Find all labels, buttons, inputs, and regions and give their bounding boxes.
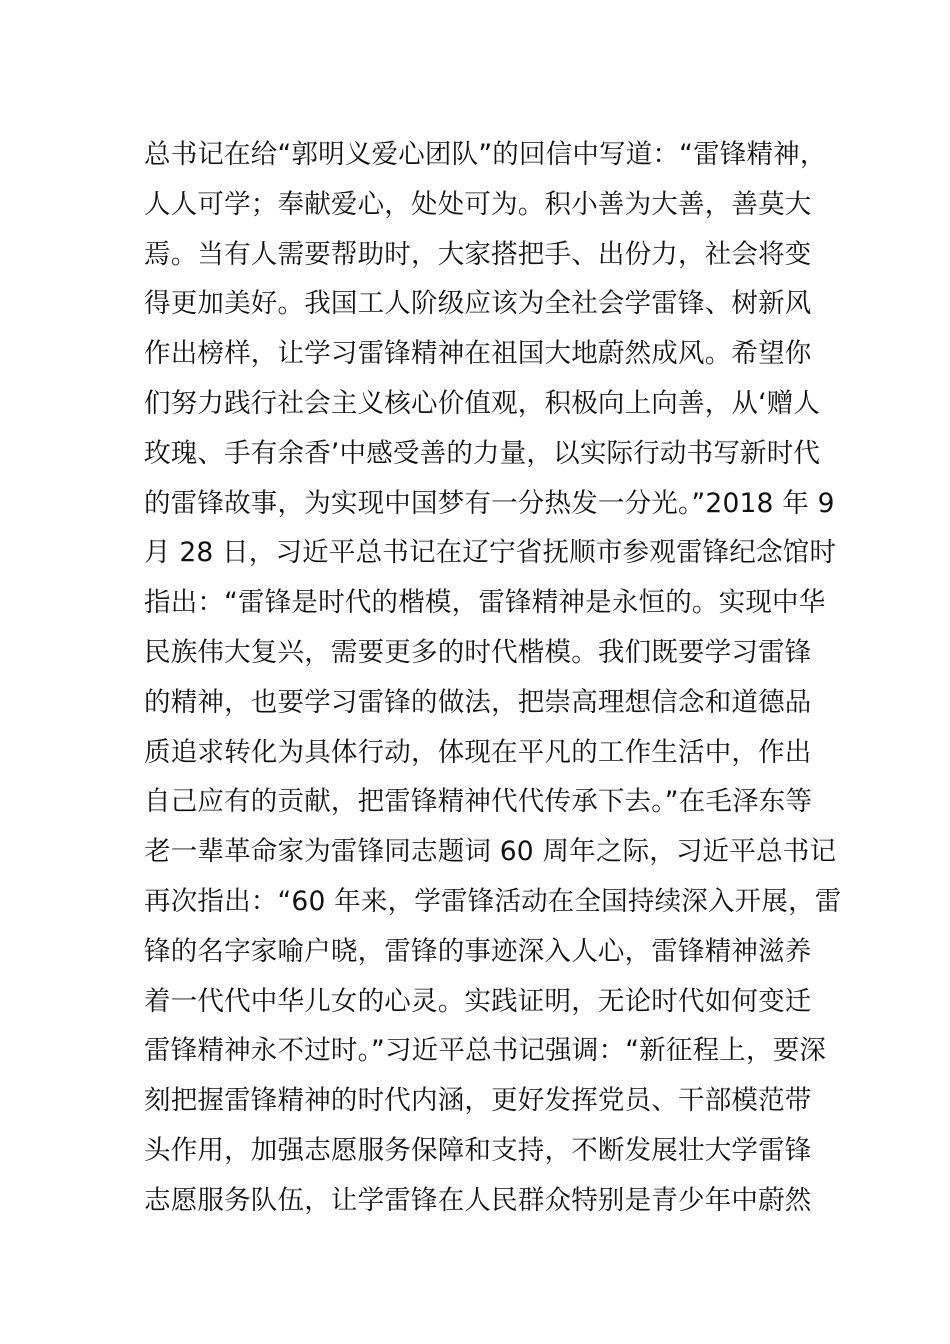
text-line: 作出榜样，让学习雷锋精神在祖国大地蔚然成风。希望你 xyxy=(144,338,812,370)
text-line: 质追求转化为具体行动，体现在平凡的工作生活中，作出 xyxy=(144,736,812,768)
text-line: 人人可学；奉献爱心，处处可为。积小善为大善，善莫大 xyxy=(144,188,812,220)
text-line: 头作用，加强志愿服务保障和支持，不断发展壮大学雷锋 xyxy=(144,1134,812,1166)
text-line: 锋的名字家喻户晓，雷锋的事迹深入人心，雷锋精神滋养 xyxy=(144,935,812,967)
text-line: 再次指出：“60 年来，学雷锋活动在全国持续深入开展，雷 xyxy=(144,885,842,917)
text-line: 指出：“雷锋是时代的楷模，雷锋精神是永恒的。实现中华 xyxy=(144,587,826,619)
body-paragraph xyxy=(144,130,842,1226)
text-line: 的雷锋故事，为实现中国梦有一分热发一分光。”2018 年 9 xyxy=(144,487,835,519)
text-line: 们努力践行社会主义核心价值观，积极向上向善，从‘赠人 xyxy=(144,387,821,419)
text-line: 总书记在给“郭明义爱心团队”的回信中写道：“雷锋精神， xyxy=(144,139,827,170)
text-line: 志愿服务队伍，让学雷锋在人民群众特别是青少年中蔚然 xyxy=(144,1184,812,1216)
text-line: 着一代代中华儿女的心灵。实践证明，无论时代如何变迁 xyxy=(144,985,812,1017)
text-line: 民族伟大复兴，需要更多的时代楷模。我们既要学习雷锋 xyxy=(144,636,812,668)
text-line: 焉。当有人需要帮助时，大家搭把手、出份力，社会将变 xyxy=(144,238,812,270)
text-line: 刻把握雷锋精神的时代内涵，更好发挥党员、干部模范带 xyxy=(144,1085,812,1117)
text-line: 玫瑰、手有余香’中感受善的力量，以实际行动书写新时代 xyxy=(144,437,821,469)
text-line: 得更加美好。我国工人阶级应该为全社会学雷锋、树新风 xyxy=(144,288,812,320)
text-line: 老一辈革命家为雷锋同志题词 60 周年之际，习近平总书记 xyxy=(144,836,837,868)
text-line: 的精神，也要学习雷锋的做法，把崇高理想信念和道德品 xyxy=(144,686,812,718)
text-line: 自己应有的贡献，把雷锋精神代代传承下去。”在毛泽东等 xyxy=(144,786,813,818)
text-line: 月 28 日，习近平总书记在辽宁省抚顺市参观雷锋纪念馆时 xyxy=(144,537,837,569)
text-line: 雷锋精神永不过时。”习近平总书记强调：“新征程上，要深 xyxy=(144,1035,827,1067)
